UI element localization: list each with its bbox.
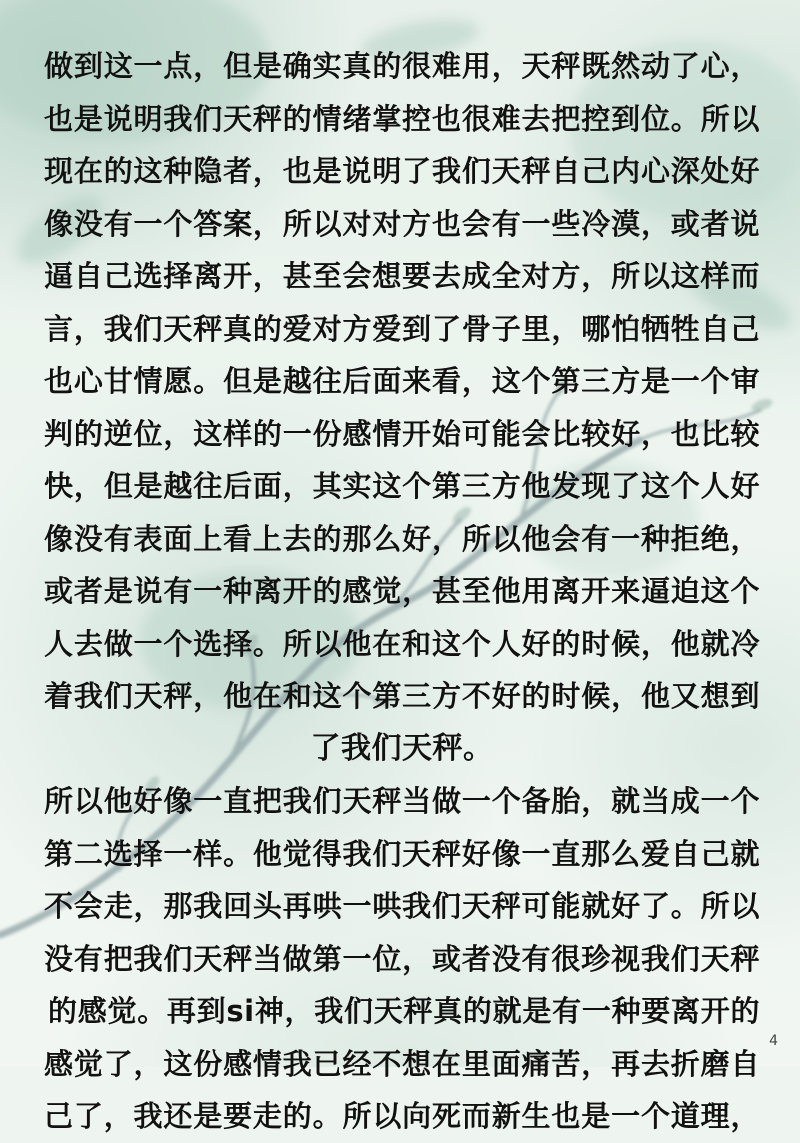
- text-line-8: 判的逆位，这样的一份感情开始可能会比较好，也比较: [44, 416, 760, 451]
- text-line-5: 逼自己选择离开，甚至会想要去成全对方，所以这样而: [44, 259, 760, 293]
- article-body: [44, 40, 760, 1143]
- text-line-9: 快，但是越往后面，其实这个第三方他发现了这个人好: [44, 469, 760, 503]
- text-line-18: 没有把我们天秤当做第一位，或者没有很珍视我们天秤: [44, 941, 760, 976]
- text-line-1: 做到这一点，但是确实真的很难用，天秤既然动了心，: [44, 49, 760, 83]
- text-line-16: 第二选择一样。他觉得我们天秤好像一直那么爱自己就: [44, 836, 760, 871]
- text-line-15: 所以他好像一直把我们天秤当做一个备胎，就当成一个: [44, 784, 760, 818]
- text-line-2: 也是说明我们天秤的情绪掌控也很难去把控到位。所以: [44, 101, 760, 136]
- text-line-20: 感觉了，这份感情我已经不想在里面痛苦，再去折磨自: [44, 1046, 760, 1081]
- page-number: 4: [769, 1033, 778, 1049]
- text-line-7: 也心甘情愿。但是越往后面来看，这个第三方是一个审: [44, 364, 760, 398]
- text-line-17: 不会走，那我回头再哄一哄我们天秤可能就好了。所以: [44, 889, 760, 923]
- text-line-21: 己了，我还是要走的。所以向死而新生也是一个道理，: [44, 1099, 760, 1133]
- text-line-14: 了我们天秤。: [310, 730, 494, 766]
- text-line-19: 的感觉。再到si神，我们天秤真的就是有一种要离开的: [48, 994, 760, 1028]
- text-line-3: 现在的这种隐者，也是说明了我们天秤自己内心深处好: [44, 154, 760, 188]
- text-line-6: 言，我们天秤真的爱对方爱到了骨子里，哪怕牺牲自己: [44, 311, 760, 346]
- text-line-11: 或者是说有一种离开的感觉，甚至他用离开来逼迫这个: [44, 574, 760, 608]
- text-line-10: 像没有表面上看上去的那么好，所以他会有一种拒绝，: [44, 521, 760, 556]
- text-line-12: 人去做一个选择。所以他在和这个人好的时候，他就冷: [44, 626, 760, 661]
- text-line-4: 像没有一个答案，所以对对方也会有一些冷漠，或者说: [44, 206, 760, 241]
- text-line-13: 着我们天秤，他在和这个第三方不好的时候，他又想到: [44, 679, 760, 713]
